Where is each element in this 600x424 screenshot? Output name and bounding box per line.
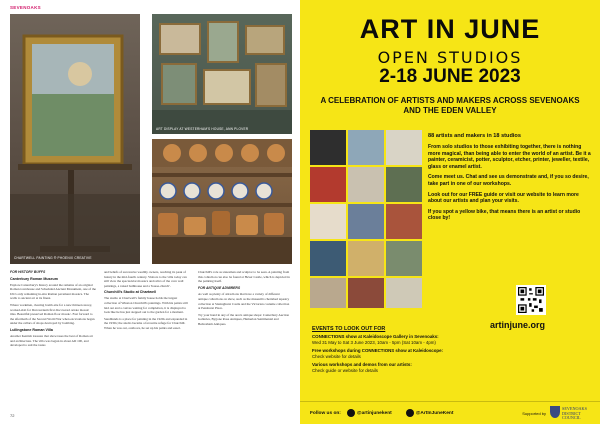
artwork-tile: [348, 204, 384, 239]
follow-bar: [300, 401, 600, 424]
event-detail: Check website for details: [312, 353, 361, 359]
painting-illustration: [10, 14, 140, 264]
artwork-mosaic: [310, 130, 422, 308]
column-2: [104, 270, 190, 333]
section-kicker: FOR HISTORY BUFFS: [10, 270, 46, 274]
studio-illustration: [152, 14, 292, 134]
artwork-tile: [386, 167, 422, 202]
paragraph: Another Kentish treasure that showcases the best of Roman art and architecture. The villa was begun in about AD 100, and developed to suit the tastes: [10, 334, 93, 348]
paragraph: Churchill's role as statesman and sculptor to be seen. A painting from this collection can also be found at Hever Castle, which is depicted in the painting itself.: [198, 270, 290, 284]
section-heading: Lullingstone Roman Villa: [10, 328, 53, 333]
artwork-tile: [310, 241, 346, 276]
follow-label: Follow us on:: [310, 410, 341, 416]
paragraph: Try your hand in any of the area's antique shops: Canterbury Auction Galleries, Bygone Rose Antiques, Hemerian Sentimental and Bedresham Antiques.: [198, 312, 290, 326]
sponsor-logo: [550, 405, 590, 421]
facebook-icon: [406, 409, 414, 417]
painting-photo: [10, 14, 140, 264]
supported-by: [522, 405, 590, 421]
artwork-tile: [386, 204, 422, 239]
events-section: [312, 326, 492, 374]
ad-subtitle: OPEN STUDIOS: [377, 48, 523, 67]
column-3: [198, 270, 290, 329]
paragraph: Sandilands is a place for painting in the 1920s and expanded in the 1930s; the studio became a favourite refuge for Churchill. When he was out, outdoors, he set up his paints and easel.: [104, 316, 188, 331]
right-page-ad: [300, 0, 600, 424]
crest-icon: [550, 406, 560, 418]
event-title: CONNECTIONS show at Kaleidoscope Gallery in Sevenoaks:: [312, 334, 439, 339]
photo-caption-left: CHARTWELL PAINTING ® PHOENIX CREATIVE: [14, 256, 92, 260]
section-kicker: FOR ANTIQUE ADMIRERS: [198, 285, 241, 290]
page-number: 72: [10, 413, 15, 418]
running-head: [10, 5, 41, 10]
qr-code[interactable]: [516, 285, 546, 315]
event-title: Various workshops and demos from our artists:: [312, 362, 412, 368]
ad-title: ART IN JUNE: [359, 14, 541, 44]
artwork-tile: [310, 278, 346, 308]
event-title: Free workshops during CONNECTIONS show at Kaleidoscope:: [312, 348, 444, 354]
blurb-paragraph: Look out for our FREE guide or visit our website to learn more about our artists and plan your visits.: [428, 191, 579, 205]
event-detail: Wed 31 May to Sat 3 June 2023, 10am - 5pm (Sat 10am - 4pm): [312, 339, 436, 345]
events-heading: EVENTS TO LOOK OUT FOR: [312, 326, 386, 332]
paragraph: and beliefs of successive wealthy owners, reaching its peak of luxury in the mid-fourth century. Visitors to the villa today can still view the spectacular mosaics and relics of the cave wall paintings, a raised bathhouse and a 'house-church'.: [104, 270, 187, 288]
blurb-paragraph: If you spot a yellow bike, that means there is an artist or studio close by!: [428, 208, 581, 222]
paragraph: The studio at Chartwell's family house holds the largest collection of Winston Churchill's paintings. With his paints still laid out and a canvas waiting for completion, it is displayed to look like he has just stepped out to the garden for a moment.: [104, 296, 188, 315]
supported-label: Supported by: [522, 410, 546, 416]
event-detail: Check guide or website for details: [312, 367, 378, 373]
social-instagram[interactable]: [347, 409, 400, 417]
blurb-paragraph: From solo studios to those exhibiting together, there is nothing more magical, than being able to enter the world of an artist. Be it a painter, ceramicist, potter, sculptor, etcher, printer, jeweller, textile, glass or enamel artist.: [428, 144, 591, 170]
ad-dates: 2-18 JUNE 2023: [379, 66, 521, 87]
instagram-handle: @artinjunekent: [356, 410, 392, 416]
instagram-icon: [347, 409, 355, 417]
ad-blurb: [428, 133, 594, 226]
copperware-illustration: [152, 139, 292, 264]
sponsor-name: SEVENOAKS DISTRICT COUNCIL: [562, 406, 587, 421]
qr-code-icon: [518, 287, 544, 313]
paragraph: Where workmen, clearing bomb-site for a new thirteen storey, worked-slab for Durovernum first discovered ornate mosaic tiles. Beautiful preserved Roman floor mosaic. Fast forward to the aftermath of the Second World War when excavations began under the cellars of shops destroyed by bombing.: [10, 303, 95, 326]
artwork-tile: [348, 241, 384, 276]
blurb-paragraph: Come meet us. Chat and see us demonstrate and, if you so desire, take part in one of our workshops.: [428, 174, 589, 187]
paragraph: Explore Canterbury's history around the remains of an original Roman townhouse and Scheduled Ancient Monument, one of the UK's only remaining in-situ Roman pavement mosaics. The walls to ancient art at its finest.: [10, 282, 96, 301]
artwork-tile: [310, 130, 346, 165]
artwork-tile: [348, 130, 384, 165]
artwork-tile: [386, 130, 422, 165]
running-head-title: SEVENOAKS: [10, 5, 41, 10]
column-1: [10, 270, 96, 350]
artwork-tile: [386, 241, 422, 276]
copperware-photo: [152, 139, 292, 264]
website-link[interactable]: artinjune.org: [490, 320, 546, 330]
artwork-tile: [310, 204, 346, 239]
paragraph: As well as plenty of attractions that have a variety of different antique collections on show, such as the museum's cherished tapestry collection at Sissinghurst Castle and the Victorian costume collection at Penshurst Place.: [198, 292, 290, 311]
artwork-tile: [348, 167, 384, 202]
section-heading: Churchill's Studio at Chartwell: [104, 290, 156, 295]
artwork-tile: [386, 278, 422, 308]
artwork-tile: [310, 167, 346, 202]
ad-tagline: A CELEBRATION OF ARTISTS AND MAKERS ACROSS SEVENOAKS AND THE EDEN VALLEY: [320, 96, 580, 115]
section-heading: Canterbury Roman Museum: [10, 276, 58, 281]
artwork-tile: [348, 278, 384, 308]
blurb-headline: 88 artists and makers in 18 studios: [428, 133, 521, 139]
social-facebook[interactable]: [406, 409, 462, 417]
facebook-handle: @ArtInJuneKent: [415, 410, 454, 416]
studio-photo: [152, 14, 292, 134]
photo-caption-right: ART DISPLAY AT WESTERHAM'S HOUSE, ANN PLOVER: [156, 127, 249, 131]
